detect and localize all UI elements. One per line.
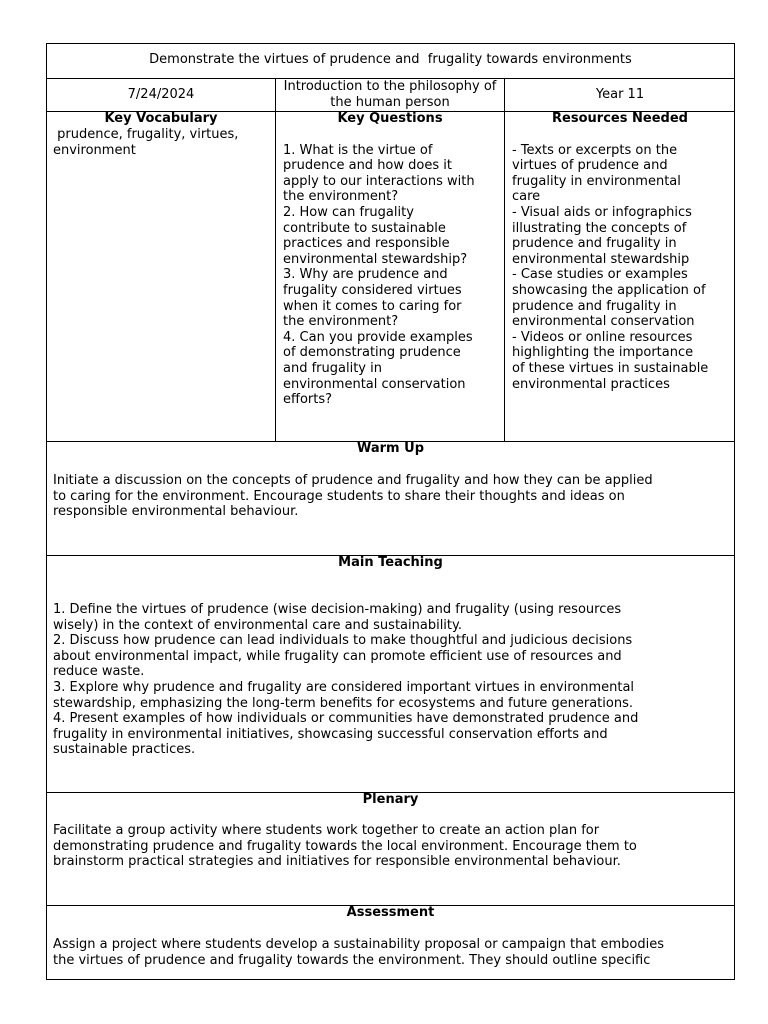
warmup-body: Initiate a discussion on the concepts of prudence and frugality and how they can be applied to caring for the environment. Encourage students to share their thoughts and ideas on responsible environmental behaviour.: [53, 473, 653, 520]
plenary-body: Facilitate a group activity where students work together to create an action plan for demonstrating prudence and frugality towards the local environment. Encourage them to brainstorm practical strategies and initiatives for responsible environmental behaviour.: [53, 823, 637, 870]
main-teaching-body: 1. Define the virtues of prudence (wise decision-making) and frugality (using resources wisely) in the context of environmental care and sustainability. 2. Discuss how prudence can lead individuals to make thoughtful and judicious decisions about environmental impact, while frugality can promote efficient use of resources and reduce waste. 3. Explore why prudence and frugality are considered important virtues in environmental stewardship, emphasizing the long-term benefits for ecosystems and future generations. 4. Present examples of how individuals or communities have demonstrated prudence and frugality in environmental initiatives, showcasing successful conservation efforts and sustainable practices.: [53, 602, 639, 758]
lesson-date: 7/24/2024: [127, 87, 195, 102]
assessment-heading: Assessment: [346, 905, 435, 920]
questions-body: 1. What is the virtue of prudence and how does it apply to our interactions with the environment? 2. How can frugality contribute to sustainable practices and responsible environmental stewardship? 3. Why are prudence and frugality considered virtues when it comes to caring for the environment? 4. Can you provide examples of demonstrating prudence and frugality in environmental conservation efforts?: [283, 142, 475, 408]
vocabulary-body: prudence, frugality, virtues, environment: [53, 127, 239, 158]
warmup-heading: Warm Up: [357, 441, 424, 456]
assessment-body: Assign a project where students develop a sustainability proposal or campaign that embodies the virtues of prudence and frugality towards the environment. They should outline specific: [53, 937, 664, 968]
lesson-title: Demonstrate the virtues of prudence and frugality towards environments: [149, 52, 632, 67]
vocabulary-heading: Key Vocabulary: [104, 111, 218, 126]
questions-heading: Key Questions: [337, 111, 443, 126]
resources-body: - Texts or excerpts on the virtues of prudence and frugality in environmental care - Visual aids or infographics illustrating the concepts of prudence and frugality in environmental stewardship - Case studies or examples showcasing the application of prudence and frugality in environmental conservation - Videos or online resources highlighting the importance of these virtues in sustainable environmental practices: [512, 142, 709, 392]
plenary-heading: Plenary: [362, 792, 419, 807]
column-divider: [275, 78, 276, 442]
lesson-year: Year 11: [595, 87, 645, 102]
main-teaching-heading: Main Teaching: [338, 555, 443, 570]
lesson-subject: Introduction to the philosophy of the human person: [283, 79, 501, 110]
column-divider: [504, 78, 505, 442]
resources-heading: Resources Needed: [552, 111, 688, 126]
